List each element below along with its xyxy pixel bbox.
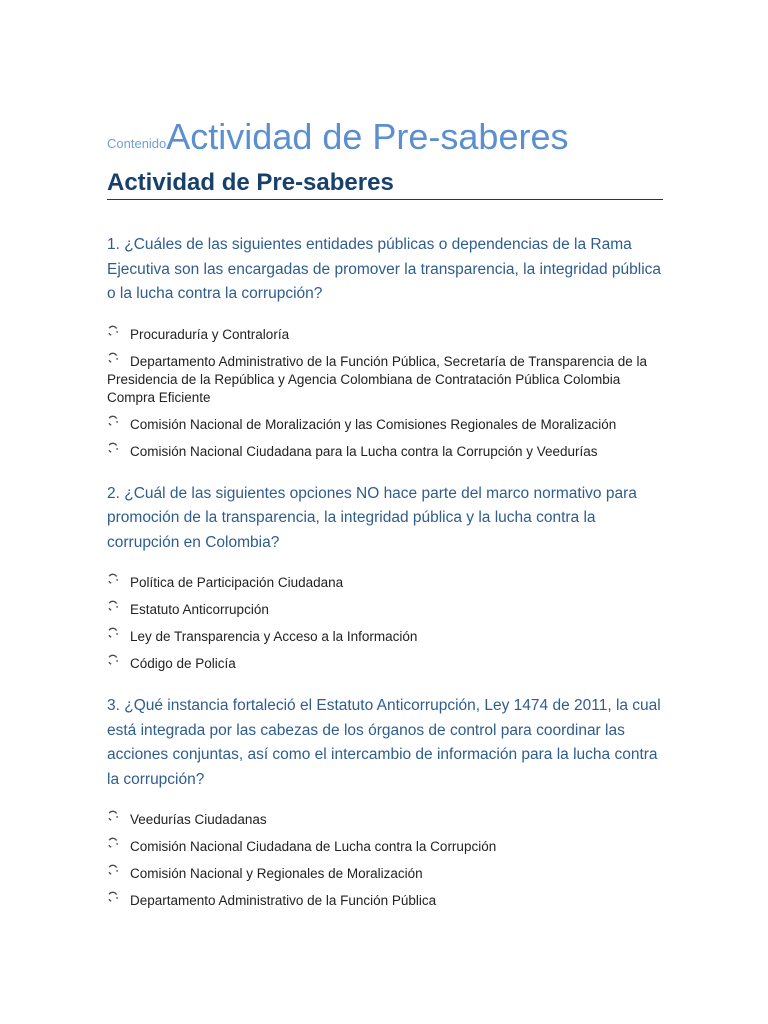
radio-button-icon[interactable] [107, 891, 119, 903]
option-2-4[interactable] [107, 655, 663, 673]
option-label: Departamento Administrativo de la Función Pública [130, 893, 437, 908]
option-label: Ley de Transparencia y Acceso a la Información [130, 629, 418, 644]
option-label: Procuraduría y Contraloría [130, 326, 290, 342]
radio-button-icon[interactable] [107, 654, 119, 666]
radio-button-icon[interactable] [107, 325, 119, 337]
options-list-1 [107, 326, 663, 461]
radio-button-icon[interactable] [107, 810, 119, 822]
option-1-3[interactable] [107, 416, 663, 434]
option-2-2[interactable] [107, 601, 663, 619]
question-text-1: 1. ¿Cuáles de las siguientes entidades públicas o dependencias de la Rama Ejecutiva son las encargadas de promover la transparencia, la integridad pública o la lucha contra la corrupción? [107, 236, 662, 302]
question-block-2 [107, 482, 663, 674]
breadcrumb[interactable]: Contenido [107, 136, 167, 151]
page-header [107, 118, 663, 166]
question-block-3 [107, 694, 663, 910]
option-1-1[interactable] [107, 326, 663, 344]
option-label: Comisión Nacional Ciudadana para la Lucha contra la Corrupción y Veedurías [130, 443, 598, 459]
question-text-3: 3. ¿Qué instancia fortaleció el Estatuto Anticorrupción, Ley 1474 de 2011, la cual está integrada por las cabezas de los órganos de control para coordinar las acciones conjuntas, así como el intercambio de información para la lucha contra la corrupción? [107, 697, 661, 788]
radio-button-icon[interactable] [107, 837, 119, 849]
option-1-2[interactable] [107, 353, 663, 407]
activity-page [107, 118, 663, 926]
option-label: Veedurías Ciudadanas [130, 812, 267, 827]
option-label: Código de Policía [130, 656, 236, 671]
option-3-2[interactable] [107, 838, 663, 856]
question-block-1 [107, 233, 663, 461]
radio-button-icon[interactable] [107, 573, 119, 585]
option-2-3[interactable] [107, 628, 663, 646]
options-list-3 [107, 811, 663, 910]
option-label: Comisión Nacional de Moralización y las Comisiones Regionales de Moralización [130, 416, 617, 432]
radio-button-icon[interactable] [107, 600, 119, 612]
option-label: Estatuto Anticorrupción [130, 602, 269, 617]
options-list-2 [107, 574, 663, 673]
option-label: Comisión Nacional y Regionales de Moralización [130, 866, 423, 881]
radio-button-icon[interactable] [107, 442, 119, 454]
radio-button-icon[interactable] [107, 415, 119, 427]
radio-button-icon[interactable] [107, 864, 119, 876]
section-title: Actividad de Pre-saberes [107, 166, 663, 200]
question-text-2: 2. ¿Cuál de las siguientes opciones NO hace parte del marco normativo para promoción de la transparencia, la integridad pública y la lucha contra la corrupción en Colombia? [107, 484, 637, 551]
option-3-4[interactable] [107, 892, 663, 910]
option-2-1[interactable] [107, 574, 663, 592]
option-3-1[interactable] [107, 811, 663, 829]
option-label: Comisión Nacional Ciudadana de Lucha contra la Corrupción [130, 839, 497, 854]
option-1-4[interactable] [107, 443, 663, 461]
radio-button-icon[interactable] [107, 352, 119, 364]
radio-button-icon[interactable] [107, 627, 119, 639]
option-label: Política de Participación Ciudadana [130, 575, 344, 590]
option-label: Departamento Administrativo de la Función Pública, Secretaría de Transparencia de la Presidencia de la República y Agencia Colombiana de Contratación Pública Colombia Compra Eficiente [107, 353, 648, 405]
option-3-3[interactable] [107, 865, 663, 883]
page-title: Actividad de Pre-saberes [166, 116, 569, 157]
